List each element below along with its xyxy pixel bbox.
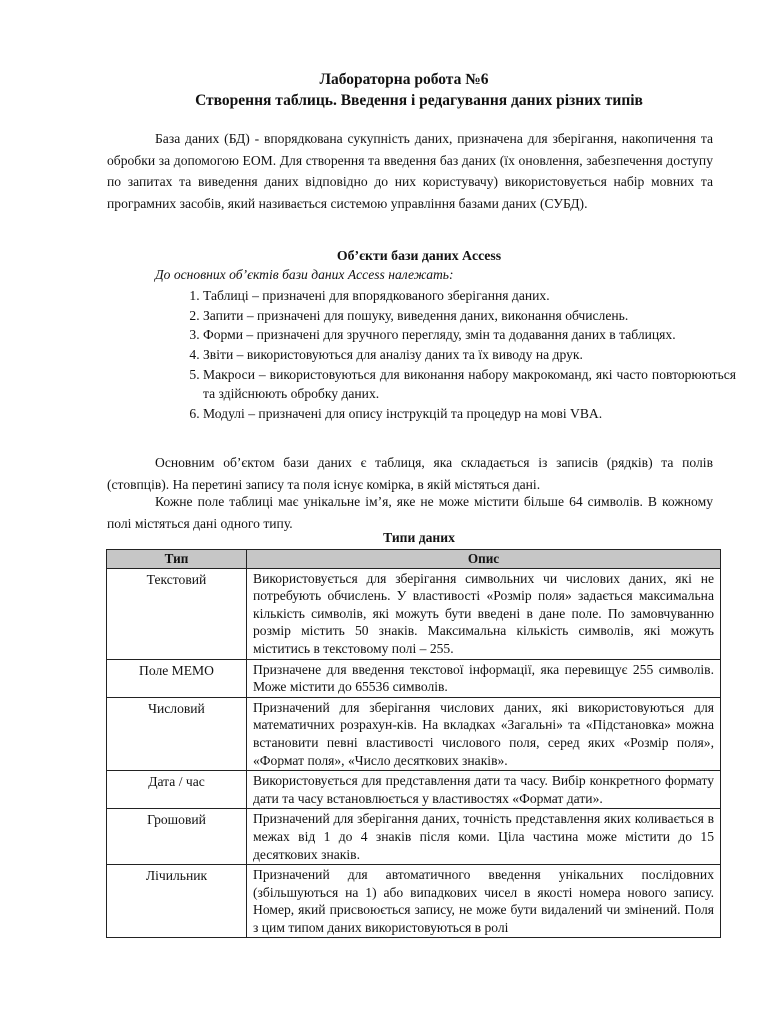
table-row xyxy=(107,865,721,938)
table-caption: Типи даних xyxy=(383,530,455,545)
list-item: 3. Форми – призначені для зручного перегляду, змін та додавання даних в таблицях. xyxy=(203,325,736,344)
list-item: 1. Таблиці – призначені для впорядкованого зберігання даних. xyxy=(203,286,736,305)
list-item: 4. Звіти – використовуються для аналізу даних та їх виводу на друк. xyxy=(203,345,736,364)
table-header-row xyxy=(107,550,721,569)
column-header-desc: Опис xyxy=(247,550,721,569)
desc-cell: Призначений для зберігання числових даних, які використовуються для математичних розрахун-ків. На вкладках «Загальні» та «Підстановка» можна встановити певні властивості числового поля, серед яких «Розмір поля», «Формат поля», «Число десяткових знаків». xyxy=(247,697,721,770)
desc-cell: Призначений для автоматичного введення унікальних послідовних (збільшуються на 1) або випадкових чисел в якості номера нового запису. Номер, який присвоюється запису, не може бути видалений чи змінений. Поля з цим типом даних використовуються в ролі xyxy=(247,865,721,938)
list-item: 5. Макроси – використовуються для виконання набору макрокоманд, які часто повторюються та здійснюють обробку даних. xyxy=(203,365,736,403)
table-row xyxy=(107,697,721,770)
main-object-paragraph: Основним об’єктом бази даних є таблиця, яка складається із записів (рядків) та полів (стовпців). На перетині запису та поля існує комірка, в якій містяться дані. xyxy=(107,455,713,492)
fields-paragraph: Кожне поле таблиці має унікальне ім’я, яке не може містити більше 64 символів. В кожному полі містяться дані одного типу. xyxy=(107,494,713,531)
lab-title: Лабораторна робота №6 xyxy=(319,71,489,88)
type-cell: Текстовий xyxy=(107,568,247,659)
table-row xyxy=(107,771,721,809)
data-types-table xyxy=(106,549,721,938)
lab-subtitle: Створення таблиць. Введення і редагування даних різних типів xyxy=(195,92,643,109)
desc-cell: Використовується для зберігання символьних чи числових даних, які не потребують обчислень. У властивості «Розмір поля» задається максимальна кількість символів, які можуть бути введені в дане поле. По замовчуванню розмір містить 50 знаків. Максимальна кількість символів, які можуть міститись в текстовому полі – 255. xyxy=(247,568,721,659)
list-item: 6. Модулі – призначені для опису інструкцій та процедур на мові VBA. xyxy=(203,404,736,423)
objects-list xyxy=(180,286,736,423)
table-row xyxy=(107,568,721,659)
type-cell: Дата / час xyxy=(107,771,247,809)
type-cell: Лічильник xyxy=(107,865,247,938)
type-cell: Поле МЕМО xyxy=(107,659,247,697)
table-row xyxy=(107,809,721,865)
intro-paragraph: База даних (БД) - впорядкована сукупність даних, призначена для зберігання, накопичення та обробки за допомогою ЕОМ. Для створення та введення баз даних (їх оновлення, забезпечення доступу по запитах та виведення даних відповідно до них користувачу) використовується набір мовних та програмних засобів, який називається системою управління базами даних (СУБД). xyxy=(107,131,713,211)
objects-lead: До основних об’єктів бази даних Access належать: xyxy=(155,267,454,282)
objects-heading: Об’єкти бази даних Access xyxy=(336,248,502,263)
type-cell: Числовий xyxy=(107,697,247,770)
desc-cell: Призначений для зберігання даних, точність представлення яких коливається в межах від 1 до 4 знаків після коми. Ціла частина може містити до 15 десяткових знаків. xyxy=(247,809,721,865)
column-header-type: Тип xyxy=(107,550,247,569)
type-cell: Грошовий xyxy=(107,809,247,865)
desc-cell: Використовується для представлення дати та часу. Вибір конкретного формату дати та часу встановлюється у властивостях «Формат дати». xyxy=(247,771,721,809)
desc-cell: Призначене для введення текстової інформації, яка перевищує 255 символів. Може містити до 65536 символів. xyxy=(247,659,721,697)
list-item: 2. Запити – призначені для пошуку, виведення даних, виконання обчислень. xyxy=(203,306,736,325)
table-row xyxy=(107,659,721,697)
